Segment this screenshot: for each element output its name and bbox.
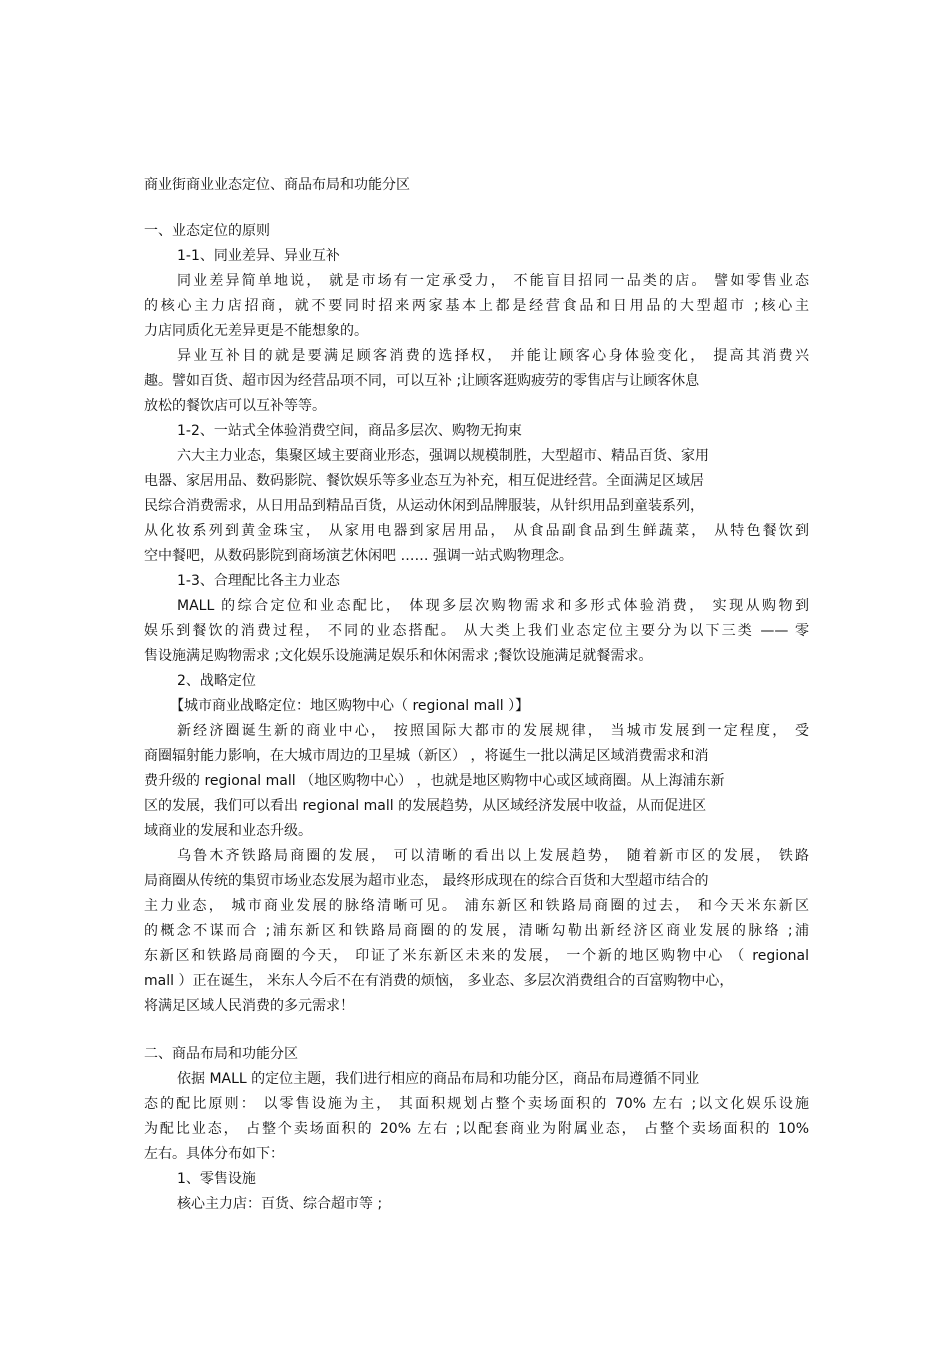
paragraph-line: 核心主力店：百货、综合超市等 ;	[177, 1196, 383, 1212]
document-title: 商业街商业业态定位、商品布局和功能分区	[144, 177, 410, 193]
paragraph-line: 娱乐到餐饮的消费过程， 不同的业态搭配。 从大类上我们业态定位主要分为以下三类 —— 零	[144, 623, 809, 639]
section-heading: 二、商品布局和功能分区	[144, 1046, 298, 1062]
paragraph-line: MALL 的综合定位和业态配比， 体现多层次购物需求和多形式体验消费， 实现从购物到	[177, 598, 809, 614]
subsection-heading: 1-1、同业差异、异业互补	[177, 248, 340, 264]
paragraph-line: 新经济圈诞生新的商业中心， 按照国际大都市的发展规律， 当城市发展到一定程度， 受	[177, 723, 809, 739]
paragraph-line: 局商圈从传统的集贸市场业态发展为超市业态， 最终形成现在的综合百货和大型超市结合的	[144, 873, 709, 889]
paragraph-line: 域商业的发展和业态升级。	[144, 823, 312, 839]
subsection-heading: 1、零售设施	[177, 1171, 256, 1187]
paragraph-line: 异业互补目的就是要满足顾客消费的选择权， 并能让顾客心身体验变化， 提高其消费兴	[177, 348, 809, 364]
paragraph-line: 售设施满足购物需求 ;文化娱乐设施满足娱乐和休闲需求 ;餐饮设施满足就餐需求。	[144, 648, 653, 664]
strategy-heading: 【城市商业战略定位：地区购物中心（ regional mall ）】	[170, 698, 530, 714]
paragraph-line: 趣。譬如百货、超市因为经营品项不同，可以互补 ;让顾客逛购疲劳的零售店与让顾客休息	[144, 373, 700, 389]
paragraph-line: 空中餐吧，从数码影院到商场演艺休闲吧 …… 强调一站式购物理念。	[144, 548, 573, 564]
paragraph-line: 依据 MALL 的定位主题，我们进行相应的商品布局和功能分区，商品布局遵循不同业	[177, 1071, 700, 1087]
paragraph-line: mall ）正在诞生， 米东人今后不在有消费的烦恼， 多业态、多层次消费组合的百富购物中心，	[144, 973, 734, 989]
subsection-heading: 1-2、一站式全体验消费空间，商品多层次、购物无拘束	[177, 423, 522, 439]
paragraph-line: 同业差异简单地说， 就是市场有一定承受力， 不能盲目招同一品类的店。 譬如零售业态	[177, 273, 809, 289]
paragraph-line: 左右。具体分布如下：	[144, 1146, 284, 1162]
paragraph-line: 放松的餐饮店可以互补等等。	[144, 398, 326, 414]
paragraph-line: 费升级的 regional mall （地区购物中心） ，也就是地区购物中心或区域商圈。从上海浦东新	[144, 773, 725, 789]
paragraph-line: 为配比业态， 占整个卖场面积的 20% 左右 ;以配套商业为附属业态， 占整个卖场面积的 10%	[144, 1121, 809, 1137]
paragraph-line: 力店同质化无差异更是不能想象的。	[144, 323, 368, 339]
paragraph-line: 区的发展，我们可以看出 regional mall 的发展趋势，从区域经济发展中收益，从而促进区	[144, 798, 707, 814]
section-heading: 一、业态定位的原则	[144, 223, 270, 239]
paragraph-line: 东新区和铁路局商圈的今天， 印证了米东新区未来的发展， 一个新的地区购物中心 （ regional	[144, 948, 809, 964]
paragraph-line: 主力业态， 城市商业发展的脉络清晰可见。 浦东新区和铁路局商圈的过去， 和今天米东新区	[144, 898, 809, 914]
paragraph-line: 将满足区域人民消费的多元需求！	[144, 998, 354, 1014]
paragraph-line: 态的配比原则： 以零售设施为主， 其面积规划占整个卖场面积的 70% 左右 ;以文化娱乐设施	[144, 1096, 809, 1112]
paragraph-line: 电器、家居用品、数码影院、餐饮娱乐等多业态互为补充，相互促进经营。全面满足区域居	[144, 473, 704, 489]
paragraph-line: 的概念不谋而合 ;浦东新区和铁路局商圈的的发展，清晰勾勒出新经济区商业发展的脉络 ;浦	[144, 923, 809, 939]
paragraph-line: 商圈辐射能力影响，在大城市周边的卫星城（新区） ，将诞生一批以满足区域消费需求和消	[144, 748, 709, 764]
paragraph-line: 六大主力业态，集聚区域主要商业形态，强调以规模制胜，大型超市、精品百货、家用	[177, 448, 709, 464]
subsection-heading: 1-3、合理配比各主力业态	[177, 573, 340, 589]
paragraph-line: 从化妆系列到黄金珠宝， 从家用电器到家居用品， 从食品副食品到生鲜蔬菜， 从特色餐饮到	[144, 523, 809, 539]
paragraph-line: 乌鲁木齐铁路局商圈的发展， 可以清晰的看出以上发展趋势， 随着新市区的发展， 铁路	[177, 848, 809, 864]
paragraph-line: 民综合消费需求，从日用品到精品百货，从运动休闲到品牌服装，从针织用品到童装系列，	[144, 498, 704, 514]
subsection-heading: 2、战略定位	[177, 673, 256, 689]
paragraph-line: 的核心主力店招商，就不要同时招来两家基本上都是经营食品和日用品的大型超市 ;核心主	[144, 298, 809, 314]
